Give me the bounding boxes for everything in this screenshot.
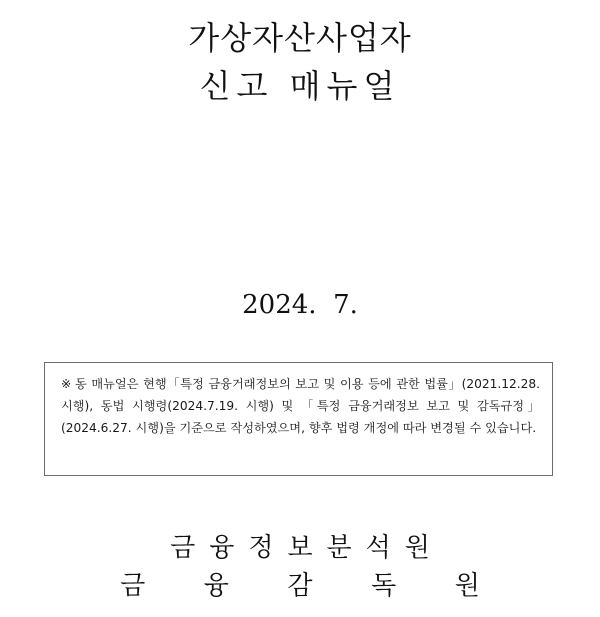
title-line-1: 가상자산사업자: [188, 19, 412, 57]
notice-box: [44, 362, 553, 476]
document-title: [0, 14, 600, 110]
publication-date: 2024. 7.: [242, 290, 358, 320]
issuer-fss: 금 융 감 독 원: [120, 571, 494, 601]
issuer-block: [0, 530, 600, 606]
issuer-fiu: 금융정보분석원: [170, 533, 444, 563]
title-line-2: 신고 매뉴얼: [199, 67, 401, 105]
notice-text: 동 매뉴얼은 현행「특정 금융거래정보의 보고 및 이용 등에 관한 법률」(2021.12.28. 시행), 동법 시행령(2024.7.19. 시행) 및 「특정 금융거래정보 보고 및 감독규정」(2024.6.27. 시행)을 기준으로 작성하였으며, 향후 법령 개정에 따라 변경될 수 있습니다.: [61, 377, 540, 435]
reference-mark: ※: [61, 377, 72, 391]
